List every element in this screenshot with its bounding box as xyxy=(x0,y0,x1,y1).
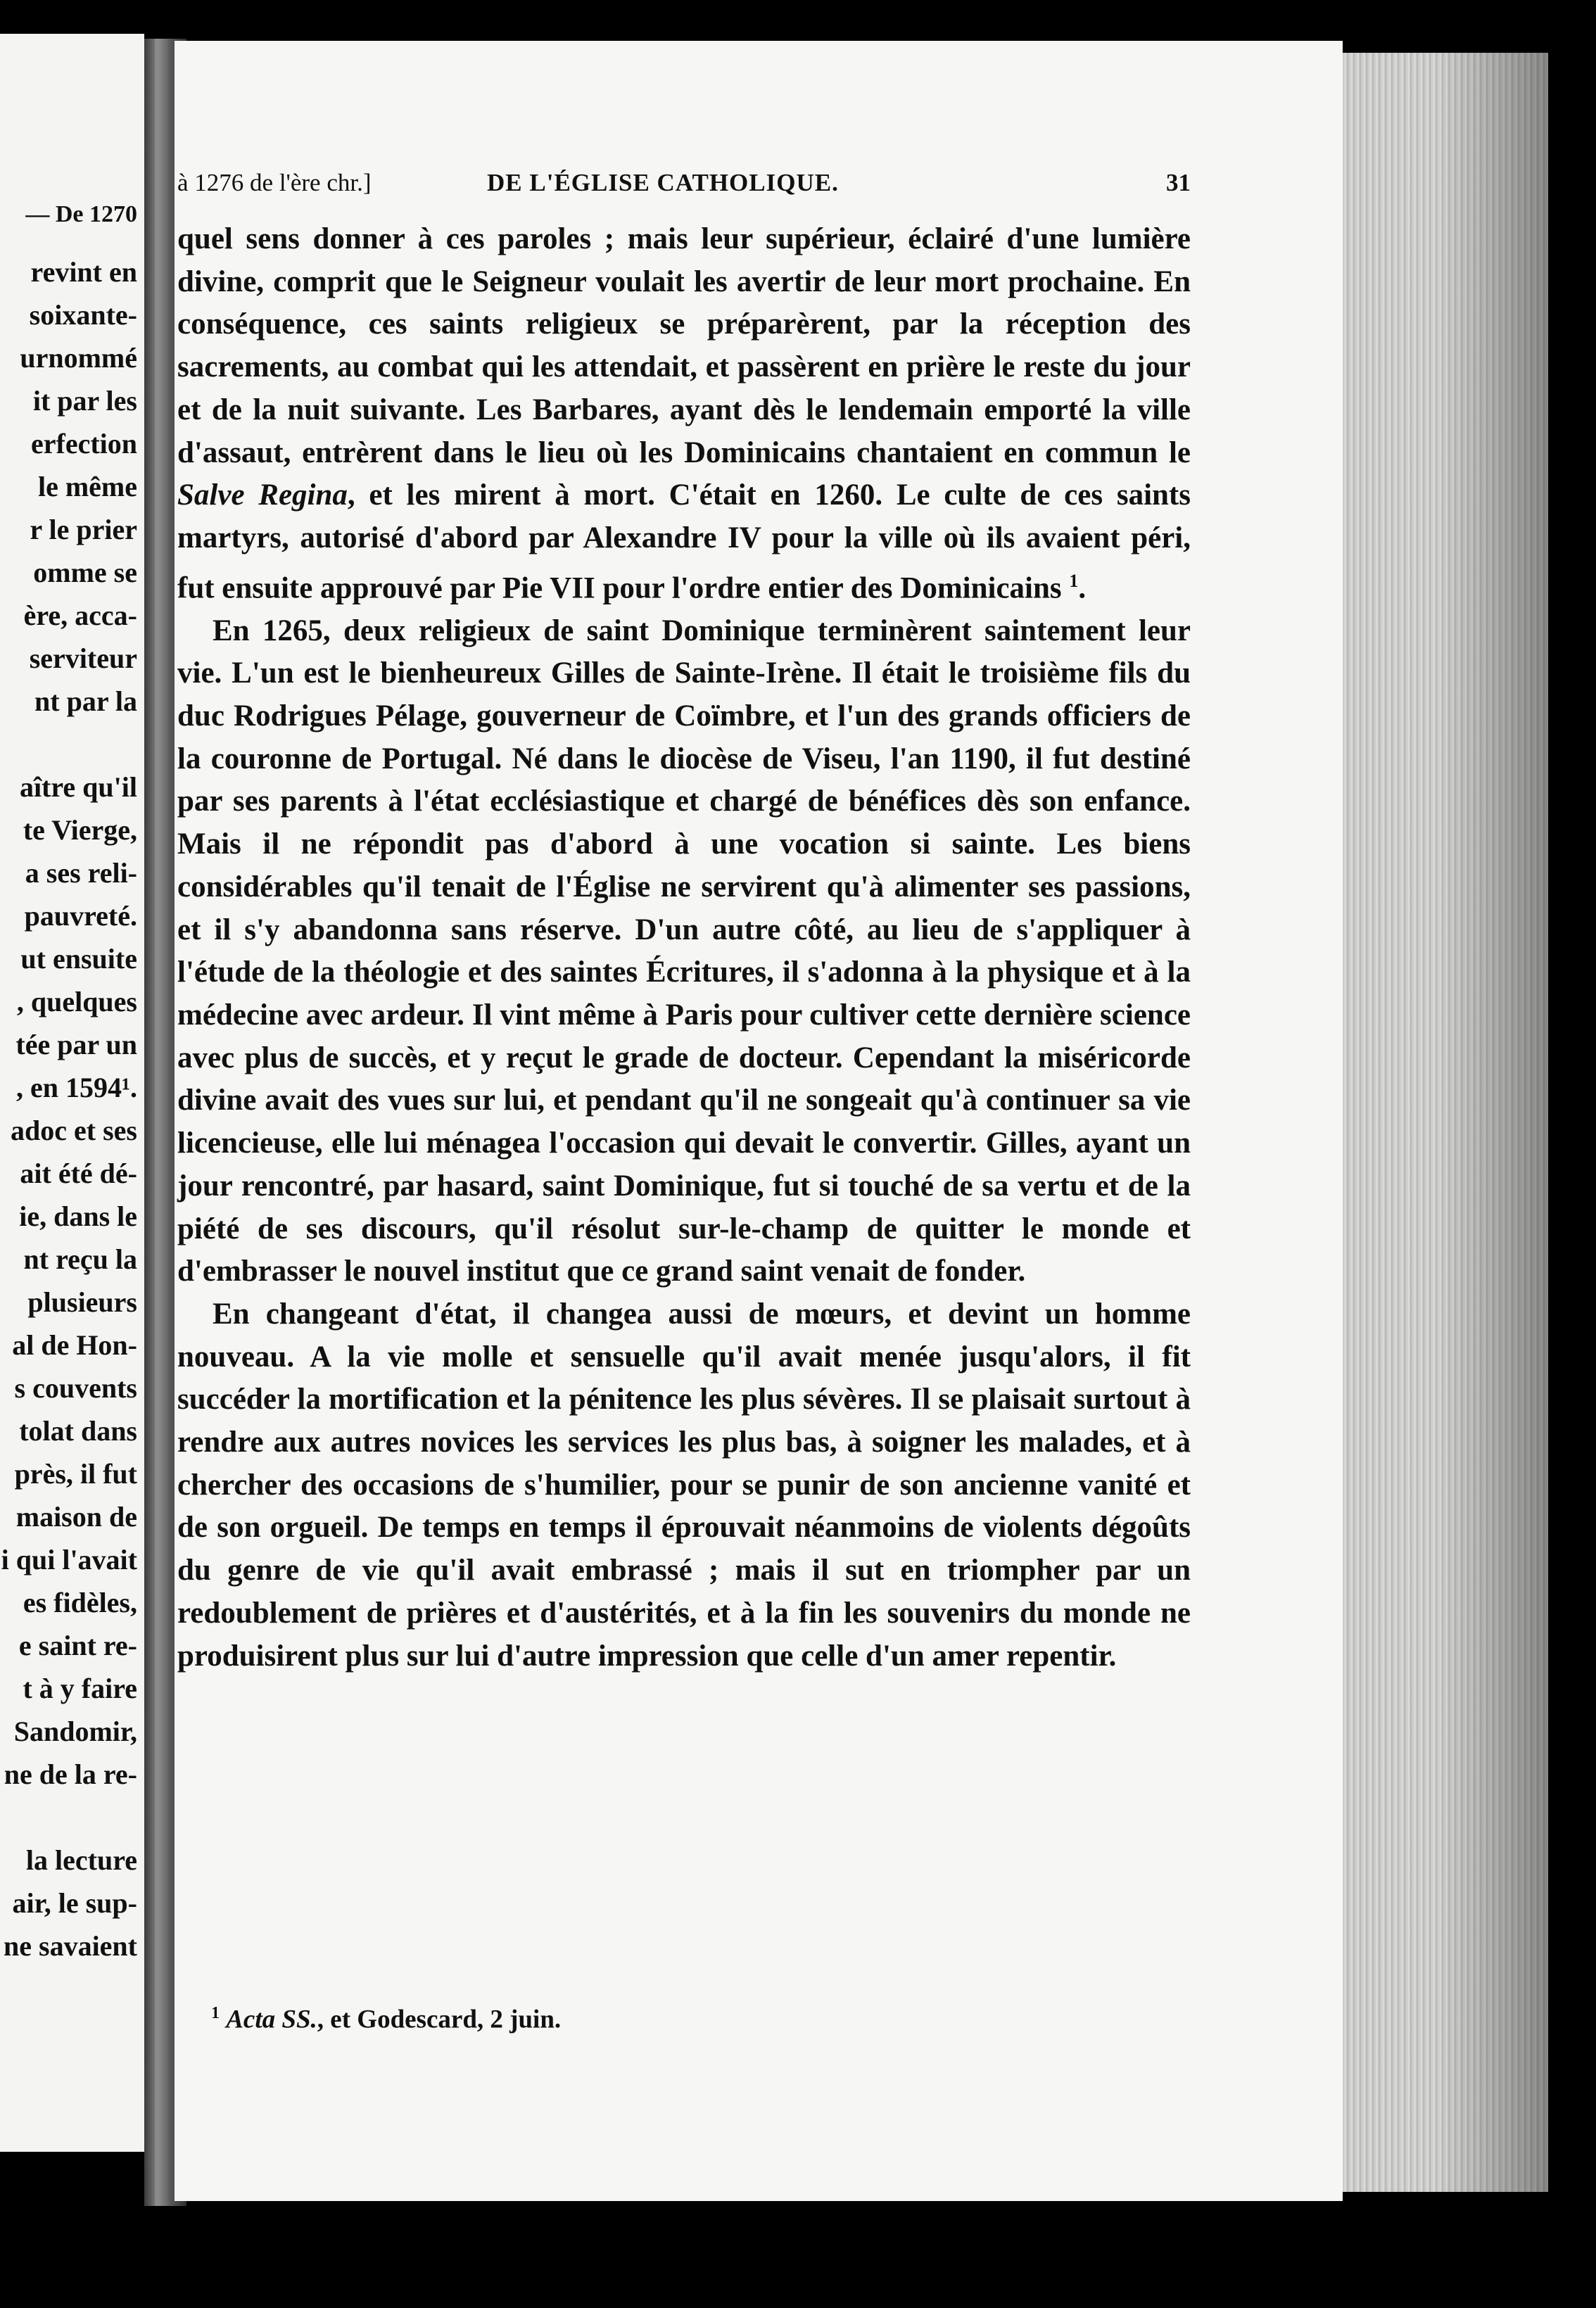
left-page-line: ait été dé- xyxy=(20,1158,137,1189)
left-page-line: ne savaient xyxy=(4,1930,137,1962)
left-page-line: le même xyxy=(37,471,137,502)
left-page-line: it par les xyxy=(32,385,137,417)
book-spine-highlight xyxy=(155,39,167,2206)
left-page-line: adoc et ses xyxy=(11,1115,137,1146)
left-page-line: la lecture xyxy=(25,1844,137,1876)
left-page-line: , en 1594¹. xyxy=(16,1072,137,1103)
footnote-ref[interactable]: 1 xyxy=(1069,570,1079,591)
header-date-range: à 1276 de l'ère chr.] xyxy=(177,169,372,196)
footnote-text: , et Godescard, 2 juin. xyxy=(317,2005,562,2034)
page-number: 31 xyxy=(1166,169,1191,196)
left-page-line: soixante- xyxy=(29,299,137,331)
left-page-line: al de Hon- xyxy=(12,1329,137,1361)
body-text xyxy=(177,218,1191,1678)
header-title: DE L'ÉGLISE CATHOLIQUE. xyxy=(487,169,839,196)
paragraph-2: En 1265, deux religieux de saint Dominique terminèrent saintement leur vie. L'un est le bienheureux Gilles de Sainte-Irène. Il était le troisième fils du duc Rodrigues Pélage, gouverneur de Coïmbre, et l'un des grands officiers de la couronne de Portugal. Né dans le diocèse de Viseu, l'an 1190, il fut destiné par ses parents à l'état ecclésiastique et chargé de bénéfices dès son enfance. Mais il ne répondit pas d'abord à une vocation si sainte. Les biens considérables qu'il tenait de l'Église ne servirent qu'à alimenter ses passions, et il s'y abandonna sans réserve. D'un autre côté, au lieu de s'appliquer à l'étude de la théologie et des saintes Écritures, il s'adonna à la physique et à la médecine avec ardeur. Il vint même à Paris pour cultiver cette dernière science avec plus de succès, et y reçut le grade de docteur. Cependant la miséricorde divine avait des vues sur lui, et pendant qu'il ne songeait qu'à continuer sa vie licencieuse, elle lui ménagea l'occasion qui devait le convertir. Gilles, ayant un jour rencontré, par hasard, saint Dominique, fut si touché de sa vertu et de la piété de ses discours, qu'il résolut sur-le-champ de quitter le monde et d'embrasser le nouvel institut que ce grand saint venait de fonder. xyxy=(177,614,1191,1288)
left-page-line: aître qu'il xyxy=(19,771,137,803)
left-page-line: ère, acca- xyxy=(23,600,137,631)
left-page-line: e saint re- xyxy=(18,1630,137,1661)
left-page-line: revint en xyxy=(30,256,137,288)
left-page-line: , quelques xyxy=(16,986,137,1017)
paragraph-1 xyxy=(177,218,1191,610)
left-page-line: tée par un xyxy=(15,1029,137,1060)
left-page-line: r le prier xyxy=(30,514,137,545)
left-page-line: air, le sup- xyxy=(12,1887,137,1919)
paragraph-1-tail: . xyxy=(1078,571,1087,604)
left-page-line: pauvreté. xyxy=(24,900,137,932)
left-page-line: ne de la re- xyxy=(4,1758,137,1790)
left-page-line: Sandomir, xyxy=(13,1716,137,1747)
paragraph-3: En changeant d'état, il changea aussi de mœurs, et devint un homme nouveau. A la vie molle et sensuelle qu'il avait menée jusqu'alors, il fit succéder la mortification et la pénitence les plus sévères. Il se plaisait surtout à rendre aux autres novices les services les plus bas, à soigner les malades, et à chercher des occasions de s'humilier, pour se punir de son ancienne vanité et de son orgueil. De temps en temps il éprouvait néanmoins de violents dégoûts du genre de vie qu'il avait embrassé ; mais il sut en triompher par un redoublement de prières et d'austérités, et à la fin les souvenirs du monde ne produisirent plus sur lui d'autre impression que celle d'un amer repentir. xyxy=(177,1297,1191,1673)
left-page-line: urnommé xyxy=(20,342,137,374)
paragraph-1-text: quel sens donner à ces paroles ; mais leur supérieur, éclairé d'une lumière divine, comprit que le Seigneur voulait les avertir de leur mort prochaine. En conséquence, ces saints religieux se préparèrent, par la réception des sacrements, au combat qui les attendait, et passèrent en prière le reste du jour et de la nuit suivante. Les Barbares, ayant dès le lendemain emporté la ville d'assaut, entrèrent dans le lieu où les Dominicains chantaient en commun le xyxy=(177,222,1191,469)
left-page-line xyxy=(0,1796,137,1839)
left-page-line: nt par la xyxy=(34,685,137,717)
left-page-line: ut ensuite xyxy=(20,943,137,975)
left-page-line: s couvents xyxy=(14,1372,137,1404)
running-header xyxy=(177,169,1191,200)
salve-regina-italic: Salve Regina xyxy=(177,478,348,512)
left-page-line: te Vierge, xyxy=(23,814,137,846)
left-page-line: maison de xyxy=(15,1501,137,1533)
left-page-line: omme se xyxy=(33,557,137,588)
left-page xyxy=(0,34,144,2152)
left-page-line: es fidèles, xyxy=(23,1587,137,1618)
left-page-line: près, il fut xyxy=(14,1458,137,1490)
left-page-line: i qui l'avait xyxy=(1,1544,137,1575)
left-page-line: tolat dans xyxy=(19,1415,137,1447)
left-page-line: ie, dans le xyxy=(19,1200,137,1232)
left-page-line: nt reçu la xyxy=(23,1243,137,1275)
left-page-line: t à y faire xyxy=(23,1673,137,1704)
footnote xyxy=(211,2004,561,2034)
left-page-line xyxy=(0,723,137,766)
left-page-line: serviteur xyxy=(29,642,137,674)
page-edges-shadow xyxy=(1436,53,1548,2192)
left-page-line: plusieurs xyxy=(27,1286,137,1318)
left-page-header: — De 1270 xyxy=(25,201,137,227)
paragraph-1-end: , et les mirent à mort. C'était en 1260. Le culte de ces saints martyrs, autorisé d'abord par Alexandre IV pour la ville où ils avaient péri, fut ensuite approuvé par Pie VII pour l'ordre entier des Dominicains xyxy=(177,478,1191,604)
left-page-line: a ses reli- xyxy=(25,857,137,889)
footnote-marker: 1 xyxy=(211,2004,220,2022)
left-page-text xyxy=(0,178,137,1967)
left-page-line: erfection xyxy=(30,428,137,459)
footnote-italic: Acta SS. xyxy=(226,2005,317,2034)
